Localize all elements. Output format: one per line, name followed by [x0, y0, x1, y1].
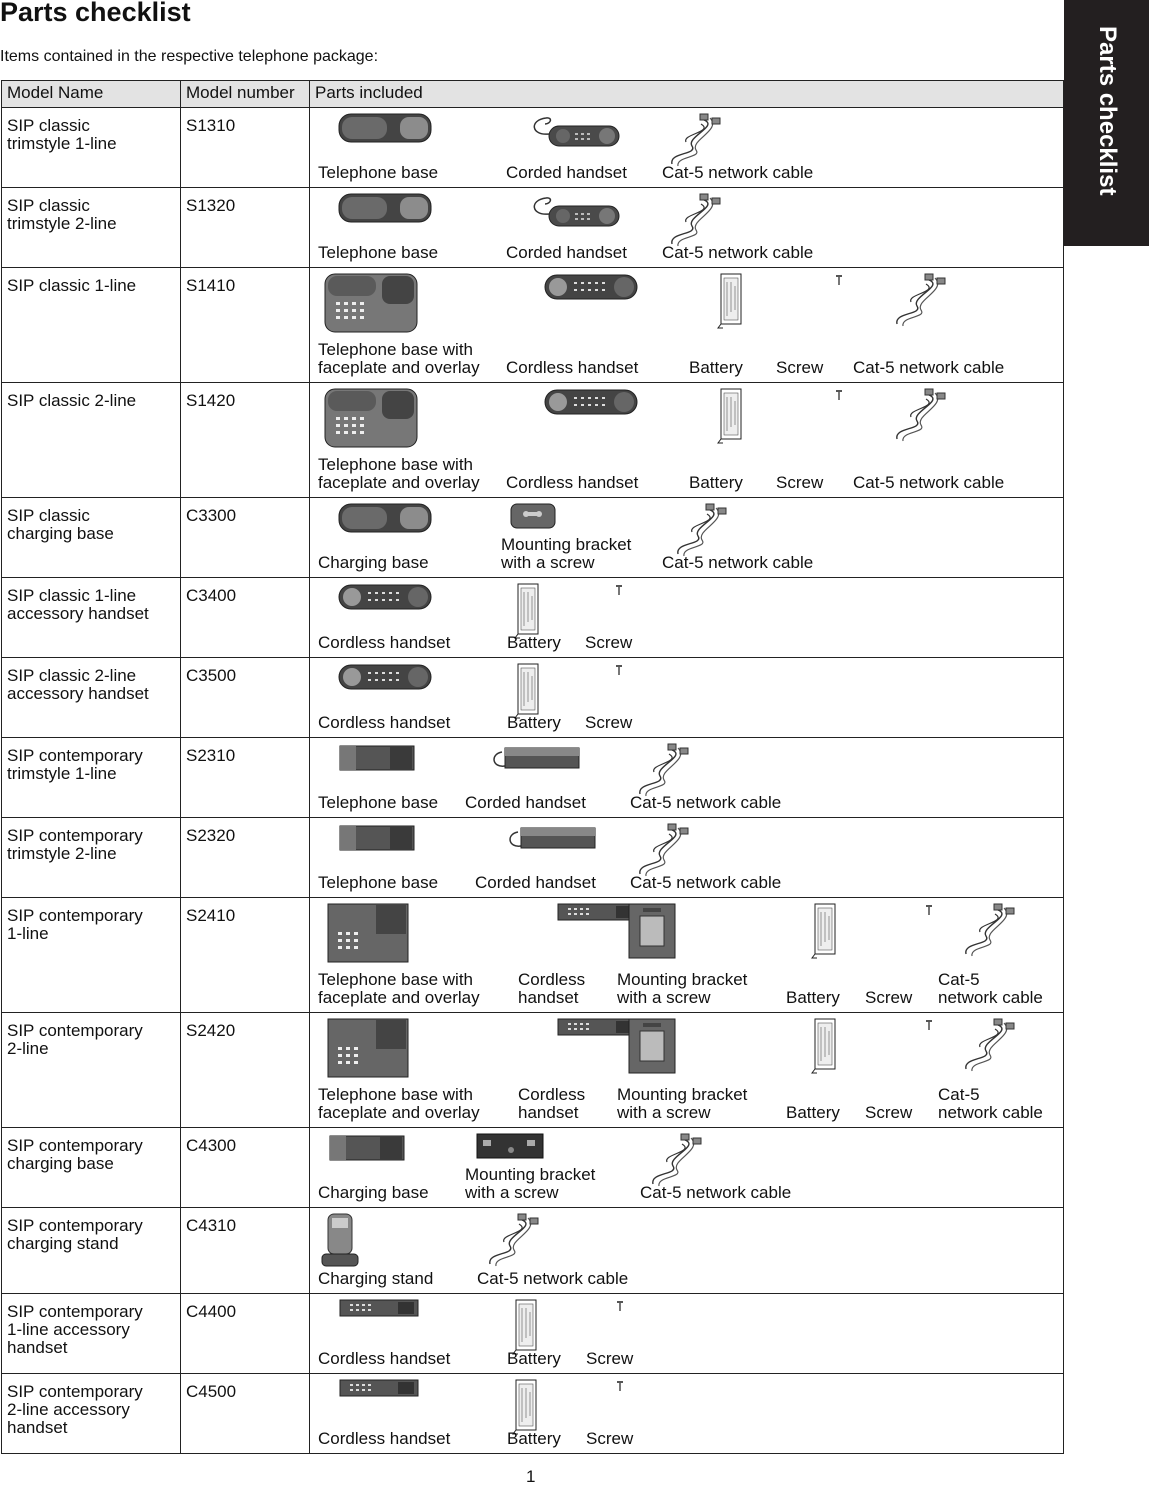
part-label: Telephone base: [318, 243, 439, 262]
wall-bracket-icon: [627, 902, 677, 965]
part-label: Telephone base: [318, 793, 439, 812]
contemporary-corded-handset-icon: [487, 742, 582, 781]
model-number: C4400: [181, 1294, 310, 1374]
parts-included: [310, 818, 1064, 898]
small-bracket-icon: [509, 502, 559, 535]
parts-table: [1, 80, 1064, 1454]
parts-included: [310, 188, 1064, 268]
part-label: Battery: [507, 713, 561, 732]
cordless-handset-icon: [338, 582, 433, 617]
classic-keypad-base-icon: [324, 272, 419, 339]
part-label: Cat-5 network cable: [938, 970, 1043, 1007]
part-label: Battery: [507, 633, 561, 652]
header-model-name: Model Name: [2, 81, 181, 108]
contemporary-cordless-handset-icon: [338, 1298, 420, 1323]
network-cable-icon: [482, 1212, 542, 1272]
part-label: Mounting bracket with a screw: [501, 535, 632, 572]
battery-icon: [811, 902, 837, 965]
table-row: [2, 658, 1064, 738]
part-label: Cat-5 network cable: [477, 1269, 629, 1288]
part-label: Screw: [585, 633, 633, 652]
part-label: Cat-5 network cable: [853, 358, 1005, 377]
part-label: Corded handset: [465, 793, 586, 812]
parts-included: [310, 108, 1064, 188]
parts-included: [310, 1294, 1064, 1374]
model-name: SIP contemporary trimstyle 1-line: [2, 738, 181, 818]
header-model-number: Model number: [181, 81, 310, 108]
model-number: C3500: [181, 658, 310, 738]
part-label: Mounting bracket with a screw: [617, 970, 748, 1007]
part-label: Cat-5 network cable: [630, 873, 782, 892]
classic-base-icon: [338, 192, 433, 229]
model-name: SIP classic 2-line: [2, 383, 181, 498]
screw-icon: [925, 902, 933, 920]
charging-stand-icon: [320, 1212, 360, 1273]
table-row: [2, 738, 1064, 818]
contemporary-cordless-handset-icon: [338, 1378, 420, 1403]
part-label: Cat-5 network cable: [640, 1183, 792, 1202]
part-label: Telephone base with faceplate and overlay: [318, 970, 480, 1007]
model-name: SIP contemporary 2-line accessory handset: [2, 1374, 181, 1454]
contemporary-base-icon: [328, 1132, 408, 1169]
part-label: Cordless handset: [318, 713, 451, 732]
part-label: Corded handset: [506, 163, 627, 182]
model-name: SIP contemporary 2-line: [2, 1013, 181, 1128]
model-name: SIP contemporary charging base: [2, 1128, 181, 1208]
model-number: S1310: [181, 108, 310, 188]
parts-included: [310, 498, 1064, 578]
table-row: [2, 898, 1064, 1013]
part-label: Corded handset: [506, 243, 627, 262]
parts-included: [310, 1128, 1064, 1208]
part-label: Cordless handset: [318, 1349, 451, 1368]
part-label: Cat-5 network cable: [662, 243, 814, 262]
classic-keypad-base-icon: [324, 387, 419, 454]
model-number: S2320: [181, 818, 310, 898]
model-name: SIP contemporary 1-line: [2, 898, 181, 1013]
corded-handset-icon: [521, 192, 621, 235]
part-label: Cat-5 network cable: [662, 163, 814, 182]
table-row: [2, 578, 1064, 658]
model-number: S2410: [181, 898, 310, 1013]
model-name: SIP classic trimstyle 2-line: [2, 188, 181, 268]
contemporary-cordless-handset-icon: [556, 902, 638, 927]
parts-included: [310, 738, 1064, 818]
part-label: Cordless handset: [506, 358, 639, 377]
table-row: [2, 1128, 1064, 1208]
classic-base-icon: [338, 112, 433, 149]
cordless-handset-icon: [338, 662, 433, 697]
table-row: [2, 1013, 1064, 1128]
part-label: Battery: [689, 358, 743, 377]
network-cable-icon: [889, 272, 949, 332]
parts-included: [310, 578, 1064, 658]
part-label: Screw: [776, 473, 824, 492]
part-label: Cat-5 network cable: [662, 553, 814, 572]
model-name: SIP contemporary 1-line accessory handset: [2, 1294, 181, 1374]
table-row: [2, 1294, 1064, 1374]
part-label: Telephone base: [318, 873, 439, 892]
header-parts-included: Parts included: [310, 81, 1064, 108]
part-label: Screw: [586, 1429, 634, 1448]
table-row: [2, 818, 1064, 898]
contemporary-corded-handset-icon: [503, 822, 598, 861]
part-label: Charging base: [318, 553, 429, 572]
side-tab-label: Parts checklist: [1094, 26, 1121, 196]
model-name: SIP classic charging base: [2, 498, 181, 578]
part-label: Telephone base with faceplate and overlay: [318, 340, 480, 377]
screw-icon: [925, 1017, 933, 1035]
parts-included: [310, 1374, 1064, 1454]
part-label: Screw: [865, 988, 913, 1007]
part-label: Corded handset: [475, 873, 596, 892]
model-name: SIP classic 1-line: [2, 268, 181, 383]
part-label: Cordless handset: [506, 473, 639, 492]
part-label: Cordless handset: [318, 1429, 451, 1448]
model-number: C4300: [181, 1128, 310, 1208]
part-label: Battery: [786, 988, 840, 1007]
cordless-handset-icon: [544, 387, 639, 422]
network-cable-icon: [958, 1017, 1018, 1077]
part-label: Battery: [786, 1103, 840, 1122]
parts-included: [310, 268, 1064, 383]
part-label: Charging base: [318, 1183, 429, 1202]
model-number: C4500: [181, 1374, 310, 1454]
part-label: Charging stand: [318, 1269, 434, 1288]
contemporary-base-icon: [338, 822, 418, 859]
cordless-handset-icon: [544, 272, 639, 307]
part-label: Cordless handset: [318, 633, 451, 652]
contemporary-base-icon: [338, 742, 418, 779]
model-number: S1320: [181, 188, 310, 268]
parts-included: [310, 383, 1064, 498]
network-cable-icon: [958, 902, 1018, 962]
classic-base-icon: [338, 502, 433, 539]
part-label: Cordless handset: [518, 970, 586, 1007]
screw-icon: [835, 387, 843, 405]
table-row: [2, 1208, 1064, 1294]
model-name: SIP classic 2-line accessory handset: [2, 658, 181, 738]
network-cable-icon: [889, 387, 949, 447]
page-title: Parts checklist: [0, 0, 191, 27]
table-row: [2, 498, 1064, 578]
part-label: Battery: [689, 473, 743, 492]
part-label: Cat-5 network cable: [938, 1085, 1043, 1122]
contemporary-cordless-handset-icon: [556, 1017, 638, 1042]
part-label: Battery: [507, 1349, 561, 1368]
part-label: Cat-5 network cable: [853, 473, 1005, 492]
part-label: Screw: [865, 1103, 913, 1122]
part-label: Telephone base with faceplate and overlay: [318, 455, 480, 492]
side-tab: [1064, 0, 1149, 246]
model-number: C3300: [181, 498, 310, 578]
parts-included: [310, 658, 1064, 738]
part-label: Screw: [586, 1349, 634, 1368]
battery-icon: [717, 272, 743, 335]
part-label: Cat-5 network cable: [630, 793, 782, 812]
model-number: S2310: [181, 738, 310, 818]
wall-bracket-icon: [627, 1017, 677, 1080]
table-row: [2, 108, 1064, 188]
table-row: [2, 268, 1064, 383]
screw-icon: [616, 1378, 624, 1396]
battery-icon: [717, 387, 743, 450]
model-number: S2420: [181, 1013, 310, 1128]
model-name: SIP contemporary charging stand: [2, 1208, 181, 1294]
model-number: S1410: [181, 268, 310, 383]
corded-handset-icon: [521, 112, 621, 155]
table-row: [2, 1374, 1064, 1454]
contemporary-keypad-base-icon: [326, 902, 411, 969]
parts-included: [310, 1013, 1064, 1128]
part-label: Telephone base: [318, 163, 439, 182]
screw-icon: [615, 662, 623, 680]
parts-included: [310, 1208, 1064, 1294]
parts-included: [310, 898, 1064, 1013]
table-row: [2, 383, 1064, 498]
part-label: Mounting bracket with a screw: [465, 1165, 596, 1202]
screw-icon: [615, 582, 623, 600]
table-row: [2, 188, 1064, 268]
part-label: Screw: [776, 358, 824, 377]
model-number: C3400: [181, 578, 310, 658]
model-name: SIP contemporary trimstyle 2-line: [2, 818, 181, 898]
model-number: C4310: [181, 1208, 310, 1294]
model-name: SIP classic trimstyle 1-line: [2, 108, 181, 188]
model-number: S1420: [181, 383, 310, 498]
model-name: SIP classic 1-line accessory handset: [2, 578, 181, 658]
part-label: Screw: [585, 713, 633, 732]
page-number: 1: [526, 1467, 536, 1486]
dark-bracket-icon: [475, 1132, 545, 1165]
screw-icon: [616, 1298, 624, 1316]
table-header-row: [2, 81, 1064, 108]
contemporary-keypad-base-icon: [326, 1017, 411, 1084]
part-label: Mounting bracket with a screw: [617, 1085, 748, 1122]
part-label: Cordless handset: [518, 1085, 586, 1122]
screw-icon: [835, 272, 843, 290]
part-label: Telephone base with faceplate and overlay: [318, 1085, 480, 1122]
page-subtitle: Items contained in the respective telephone package:: [0, 48, 379, 65]
battery-icon: [811, 1017, 837, 1080]
part-label: Battery: [507, 1429, 561, 1448]
